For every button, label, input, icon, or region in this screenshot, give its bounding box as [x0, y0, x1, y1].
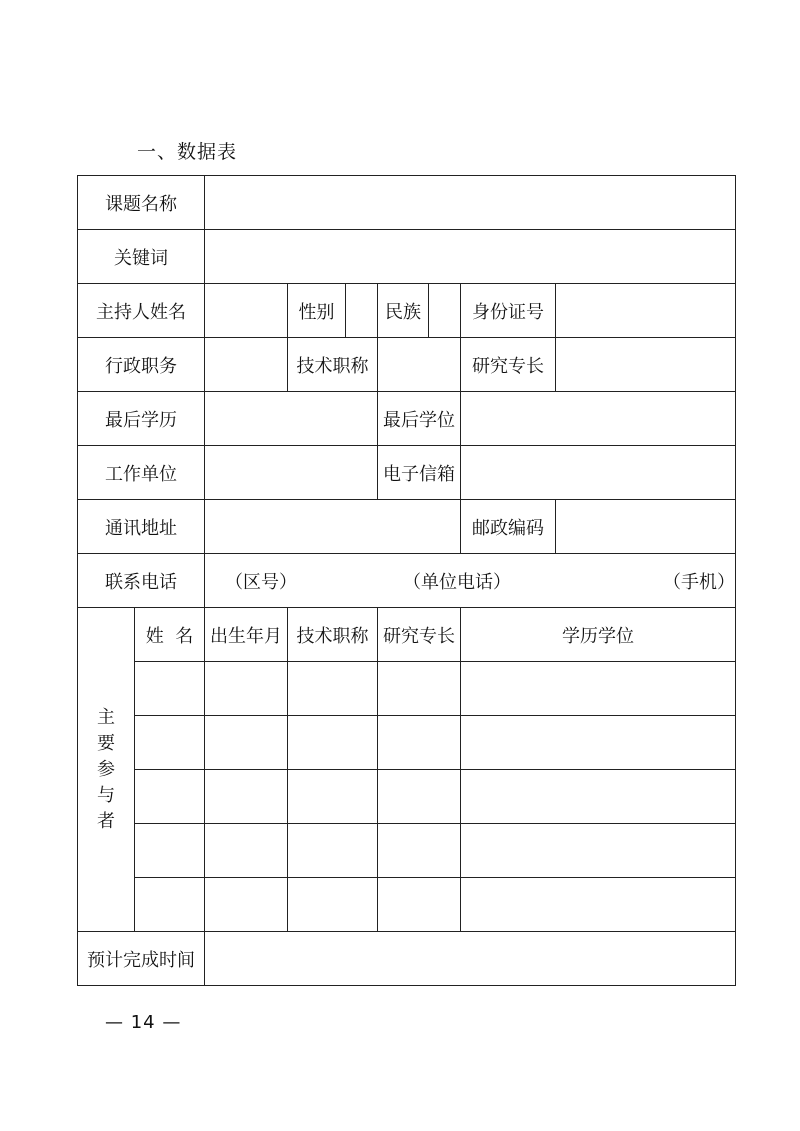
- participant-research-cell[interactable]: [378, 878, 461, 932]
- participants-label-cell: [78, 608, 135, 932]
- ethnicity-group: [378, 284, 461, 338]
- participant-title-cell[interactable]: [288, 716, 378, 770]
- field-ethnicity[interactable]: [429, 284, 461, 337]
- label-last-education: 最后学历: [78, 392, 205, 446]
- label-work-unit: 工作单位: [78, 446, 205, 500]
- participant-title-cell[interactable]: [288, 770, 378, 824]
- participant-research-cell[interactable]: [378, 716, 461, 770]
- data-form-table: [77, 175, 736, 986]
- field-postal-code[interactable]: [556, 500, 736, 554]
- field-email[interactable]: [461, 446, 736, 500]
- label-last-degree: 最后学位: [378, 392, 461, 446]
- field-last-education[interactable]: [205, 392, 378, 446]
- label-phone: 联系电话: [78, 554, 205, 608]
- participant-title-cell[interactable]: [288, 824, 378, 878]
- field-last-degree[interactable]: [461, 392, 736, 446]
- field-work-unit[interactable]: [205, 446, 378, 500]
- row-keywords: [78, 230, 736, 284]
- participant-name-cell[interactable]: [135, 662, 205, 716]
- field-completion-time[interactable]: [205, 932, 736, 986]
- col-header-birth: 出生年月: [205, 608, 288, 662]
- label-keywords: 关键词: [78, 230, 205, 284]
- label-topic-name: 课题名称: [78, 176, 205, 230]
- row-work: [78, 446, 736, 500]
- participant-birth-cell[interactable]: [205, 662, 288, 716]
- participant-research-cell[interactable]: [378, 770, 461, 824]
- label-host-name: 主持人姓名: [78, 284, 205, 338]
- label-completion-time: 预计完成时间: [78, 932, 205, 986]
- field-gender[interactable]: [346, 284, 378, 337]
- row-address: [78, 500, 736, 554]
- gender-subtable: [288, 284, 377, 337]
- participant-row: [78, 662, 736, 716]
- row-phone: [78, 554, 736, 608]
- ethnicity-subtable: [378, 284, 460, 337]
- participant-row: [78, 878, 736, 932]
- row-participants-header: [78, 608, 736, 662]
- participant-birth-cell[interactable]: [205, 716, 288, 770]
- page-heading: 一、数据表: [137, 141, 238, 163]
- field-keywords[interactable]: [205, 230, 736, 284]
- field-topic-name[interactable]: [205, 176, 736, 230]
- phone-office: （单位电话）: [403, 571, 511, 593]
- field-phone[interactable]: [205, 554, 736, 608]
- col-header-research: 研究专长: [378, 608, 461, 662]
- participant-research-cell[interactable]: [378, 662, 461, 716]
- col-header-name: 姓 名: [135, 608, 205, 662]
- field-tech-title[interactable]: [378, 338, 461, 392]
- field-research-specialty[interactable]: [556, 338, 736, 392]
- phone-area-code: （区号）: [225, 571, 297, 593]
- participant-name-cell[interactable]: [135, 824, 205, 878]
- phone-mobile: （手机）: [663, 571, 735, 593]
- participant-degree-cell[interactable]: [461, 662, 736, 716]
- row-admin: [78, 338, 736, 392]
- row-topic-name: [78, 176, 736, 230]
- row-completion: [78, 932, 736, 986]
- label-email: 电子信箱: [378, 446, 461, 500]
- participant-birth-cell[interactable]: [205, 878, 288, 932]
- participant-degree-cell[interactable]: [461, 770, 736, 824]
- field-host-name[interactable]: [205, 284, 288, 338]
- field-address[interactable]: [205, 500, 461, 554]
- participant-degree-cell[interactable]: [461, 716, 736, 770]
- col-header-tech-title: 技术职称: [288, 608, 378, 662]
- participants-label: 主要参与者: [97, 706, 115, 832]
- participant-row: [78, 716, 736, 770]
- field-admin-position[interactable]: [205, 338, 288, 392]
- label-admin-position: 行政职务: [78, 338, 205, 392]
- participant-degree-cell[interactable]: [461, 824, 736, 878]
- participant-title-cell[interactable]: [288, 662, 378, 716]
- participant-name-cell[interactable]: [135, 716, 205, 770]
- gender-group: [288, 284, 378, 338]
- label-gender: 性别: [288, 284, 346, 337]
- page-number: — 14 —: [105, 1012, 182, 1033]
- label-id-number: 身份证号: [461, 284, 556, 338]
- label-ethnicity: 民族: [378, 284, 429, 337]
- label-address: 通讯地址: [78, 500, 205, 554]
- field-id-number[interactable]: [556, 284, 736, 338]
- participant-birth-cell[interactable]: [205, 770, 288, 824]
- participant-name-cell[interactable]: [135, 770, 205, 824]
- participant-birth-cell[interactable]: [205, 824, 288, 878]
- label-research-specialty: 研究专长: [461, 338, 556, 392]
- participant-row: [78, 824, 736, 878]
- row-host: [78, 284, 736, 338]
- col-header-degree: 学历学位: [461, 608, 736, 662]
- participant-research-cell[interactable]: [378, 824, 461, 878]
- participant-degree-cell[interactable]: [461, 878, 736, 932]
- participant-title-cell[interactable]: [288, 878, 378, 932]
- participant-row: [78, 770, 736, 824]
- participant-name-cell[interactable]: [135, 878, 205, 932]
- label-postal-code: 邮政编码: [461, 500, 556, 554]
- label-tech-title: 技术职称: [288, 338, 378, 392]
- row-education: [78, 392, 736, 446]
